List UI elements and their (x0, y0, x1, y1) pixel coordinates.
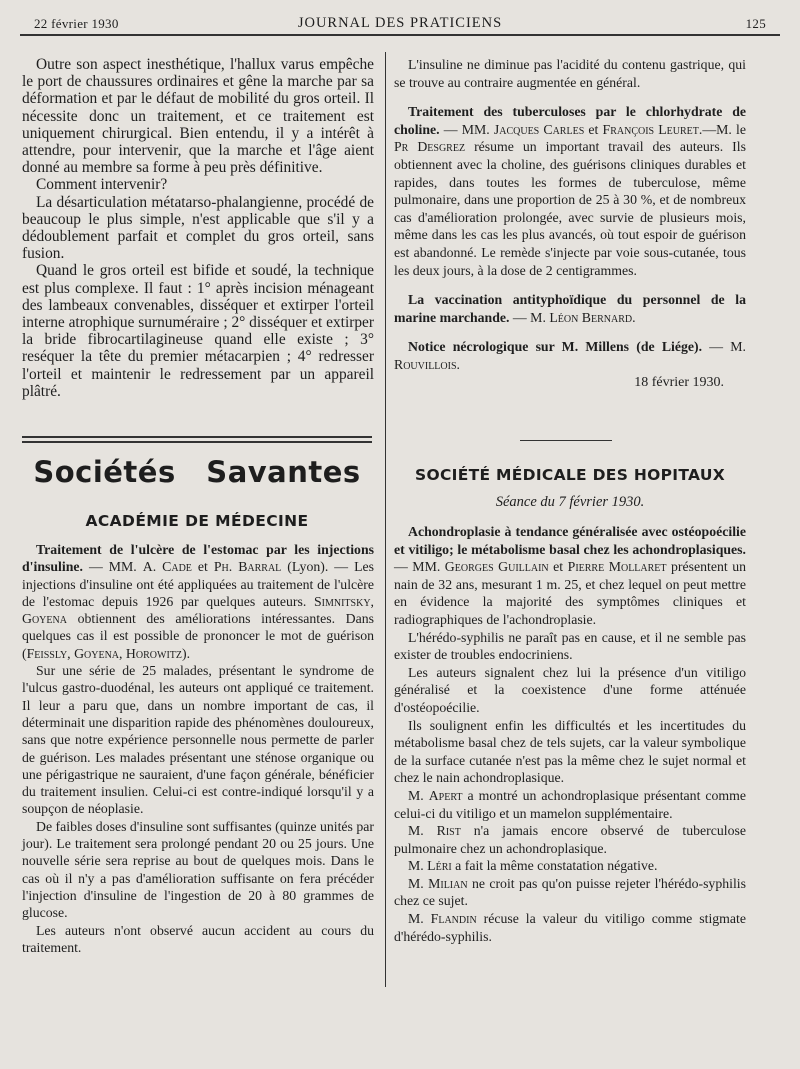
paragraph: Ils soulignent enfin les difficultés et les incertitudes du métabolisme basal chez de tels sujets, car la valeur symbolique de la surface cutanée n'est pas la même chez le sujet normal et chez le nain achondroplasique. (394, 717, 746, 786)
text-run: M. (408, 787, 429, 803)
paragraph: L'insuline ne diminue pas l'acidité du contenu gastrique, qui se trouve au contraire augmentée en général. (394, 57, 746, 90)
text-run: M. (408, 911, 431, 927)
smh-article (394, 523, 746, 945)
article-title: Notice nécrologique sur M. Millens (de Liége). (408, 339, 703, 355)
text-run: .—M. le (698, 121, 746, 137)
author-name: Jacques Carles (493, 121, 585, 137)
article-title: Traitement de l'ulcère de l'estomac par les injections d'insuline. (22, 542, 374, 575)
text-run: ne croit pas qu'on puisse rejeter l'hérédo-syphilis chez ce sujet. (394, 875, 747, 909)
running-header (20, 12, 780, 34)
text-run: ). (182, 645, 191, 661)
text-run: n'a jamais encore observé de tuberculose pulmonaire chez un achondroplasique. (394, 823, 746, 856)
paragraph (394, 822, 746, 857)
section-rule-bottom (22, 441, 372, 443)
author-name: Rist (436, 823, 461, 839)
author-name: Rouvillois (394, 356, 457, 372)
academie-article (22, 541, 374, 956)
paragraph (394, 910, 746, 945)
text-run: a montré un achondroplasique présentant comme celui-ci du vitiligo et un mamelon supplémentaire. (394, 787, 746, 821)
text-run: récuse la valeur du vitiligo comme stigmate d'hérédo-syphilis. (394, 911, 746, 944)
author-name: Feissly, Goyena, Horowitz (26, 645, 182, 661)
text-run: et (548, 559, 568, 575)
right-top-article (394, 56, 746, 392)
paragraph: De faibles doses d'insuline sont suffisantes (quinze unités par jour). Le traitement sera prolongé pendant 20 ou 25 jours. Une nouvelle série sera reprise au bout de quelques mois. Dans le cas où il n'y a pas d'amélioration suffisante on fera précéder l'injection d'insuline de l'ingestion de 20 à 80 grammes de glucose. (22, 818, 374, 921)
text-run: et (584, 121, 603, 137)
left-top-article (22, 56, 374, 400)
author-name: Apert (428, 787, 463, 803)
text-run: M. (408, 823, 437, 839)
text-run: M. (408, 875, 429, 891)
text-run: résume un important travail des auteurs. Ils obtiennent avec la choline, des guérisons cliniques durables et rapides, dans toutes les formes de tuberculose, même pulmonaire, dans une proportion de 25 à 30 %, et de nombreux cas d'amélioration prolongée, avec survie de plusieurs mois, même dans les cas les plus avancés, où tout espoir de guérison est abandonné. Le remède s'injecte par voie sous-cutanée, tous les deux jours, à la dose de 2 centigrammes. (394, 139, 746, 278)
paragraph (394, 787, 746, 822)
text-run: — MM. (439, 121, 494, 137)
page-number: 125 (745, 16, 766, 31)
seance-date: Séance du 7 février 1930. (495, 494, 645, 510)
paragraph (394, 338, 746, 373)
author-name: Léon Bernard (549, 309, 633, 325)
text-run: M. (408, 858, 428, 874)
header-rule (20, 34, 780, 36)
paragraph (22, 541, 374, 662)
author-name: Léri (427, 858, 452, 874)
paragraph (394, 857, 746, 875)
article-title: Traitement des tuberculoses par le chlorhydrate de choline. (394, 104, 746, 137)
smh-heading: SOCIÉTÉ MÉDICALE DES HOPITAUX (415, 466, 725, 484)
academie-heading: ACADÉMIE DE MÉDECINE (85, 512, 309, 530)
paragraph (394, 291, 746, 326)
paragraph: Sur une série de 25 malades, présentant le syndrome de l'ulcus gastro-duodénal, les auteurs ont appliqué ce traitement. Il leur a paru que, dans un nombre important de cas, il déterminait une disparition rapide des phénomènes douloureux, sans que notre expérience personnelle nous permette de parler de guérison. Les malades présentant une sténose organique ou une périgastrique ne sauraient, d'une façon générale, bénéficier du traitement insulien. Celui-ci est contre-indiqué lorsqu'il y a soupçon de néoplasie. (22, 663, 374, 817)
author-name: Pr Desgrez (394, 139, 466, 155)
paragraph: Les auteurs signalent chez lui la présence d'un vitiligo généralisé et la coexistence d'une forme atténuée d'ostéopoécilie. (394, 664, 746, 715)
column-divider (385, 52, 386, 987)
paragraph: Comment intervenir? (36, 176, 168, 194)
author-name: A. Cade (142, 559, 192, 575)
text-run: — M. (702, 339, 746, 355)
paragraph (394, 523, 746, 629)
paragraph: Les auteurs n'ont observé aucun accident au cours du traitement. (22, 922, 374, 955)
paragraph: Quand le gros orteil est bifide et soudé, la technique est plus complexe. Il faut : 1° après incision ménageant des lambeaux convenables, disséquer et extirper l'orteil interne atrophique surnuméraire ; 2° disséquer et extirper la bride fibrocartilagineuse quand elle existe ; 3° reséquer la tête du premier métacarpien ; 4° redresser l'orteil et maintenir le redressement par un appareil plâtré. (22, 262, 374, 400)
journal-title: JOURNAL DES PRATICIENS (297, 15, 503, 31)
author-name: Flandin (430, 911, 477, 927)
paragraph (394, 103, 746, 279)
author-name: Simnitsky, Goyena (22, 593, 374, 627)
text-run: . (456, 356, 460, 372)
text-run: et (191, 559, 214, 575)
author-name: Milian (428, 875, 468, 891)
article-date: 18 février 1930. (634, 374, 724, 390)
author-name: François Leuret (602, 121, 699, 137)
paragraph: La désarticulation métatarso-phalangienne, procédé de beaucoup le plus simple, n'est applicable que s'il y a dédoublement parfait et complet du gros orteil, sans fusion. (22, 193, 374, 263)
paragraph (394, 875, 746, 910)
article-title: La vaccination antityphoïdique du personnel de la marine marchande. (394, 292, 746, 325)
text-run: — M. (509, 309, 550, 325)
text-run: — MM. (394, 559, 445, 575)
section-title: Sociétés Savantes (33, 455, 361, 489)
header-date: 22 février 1930 (34, 16, 119, 31)
author-name: Ph. Barral (213, 559, 282, 575)
paragraph: Outre son aspect inesthétique, l'hallux varus empêche le port de chaussures ordinaires et gêne la marche par sa déformation et par le défaut de mobilité du gros orteil. Il nécessite donc un traitement, et ce traitement est uniquement chirurgical. Bien entendu, il y a intérêt à attendre, pour intervenir, que la marche et l'âge aient donné au membre sa forme à peu près définitive. (22, 56, 374, 177)
text-run: obtiennent des améliorations intéressantes. Dans quelques cas il est possible de prononcer le mot de guérison ( (22, 611, 374, 661)
author-name: Georges Guillain (444, 559, 549, 575)
text-run: — MM. (82, 559, 143, 575)
text-run: présentent un nain de 32 ans, mesurant 1 m. 25, et chez lequel on peut mettre en évidence la majorité des symptômes cliniques et radiographiques de l'achondroplasie. (394, 559, 747, 627)
text-run: . (632, 309, 636, 325)
paragraph: L'hérédo-syphilis ne paraît pas en cause, et il ne semble pas exister de troubles endocriniens. (394, 629, 746, 663)
section-rule-top (22, 436, 372, 438)
article-title: Achondroplasie à tendance généralisée avec ostéopoécilie et vitiligo; le métabolisme basal chez les achondroplasiques. (394, 524, 746, 557)
text-run: a fait la même constatation négative. (451, 858, 658, 874)
text-run: (Lyon). — Les injections d'insuline ont été appliquées au traitement de l'ulcère de l'estomac depuis 1926 par quelques auteurs. (22, 559, 374, 609)
author-name: Pierre Mollaret (567, 559, 667, 575)
short-rule (520, 440, 612, 441)
